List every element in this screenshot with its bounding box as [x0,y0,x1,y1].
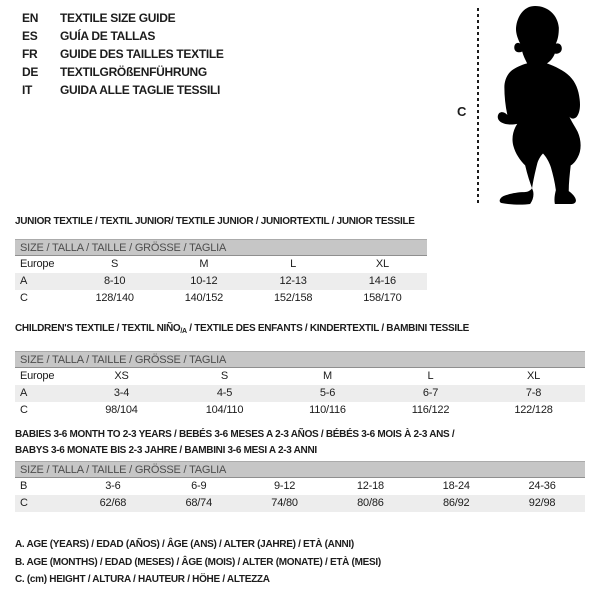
size-column-header: M [199,258,209,270]
size-table [15,461,585,512]
table-cell: 62/68 [99,497,127,509]
language-guide-title: TEXTILE SIZE GUIDE [60,11,176,25]
table-cell: 6-7 [422,387,439,399]
size-header-bar: SIZE / TALLA / TAILLE / GRÖSSE / TAGLIA [15,239,427,256]
language-title-list [22,9,224,99]
table-cell: 68/74 [185,497,212,509]
table-cell: 80/86 [357,497,384,509]
size-column-header: S [220,370,229,382]
size-column-header: L [427,370,434,382]
row-label: C [20,292,28,304]
language-code: FR [22,47,38,61]
size-tables [15,214,585,512]
table-cell: 4-5 [216,387,233,399]
size-guide-section [15,321,585,419]
footnote-line: C. (cm) HEIGHT / ALTURA / HAUTEUR / HÖHE / ALTEZZA [15,574,270,585]
size-column-header: L [290,258,297,270]
table-cell: 9-12 [273,480,296,492]
row-label: A [20,387,28,399]
table-cell: 128/140 [95,292,134,304]
section-title-line [15,321,585,340]
table-cell: 158/170 [363,292,402,304]
table-cell: 116/122 [411,404,450,416]
section-title [15,321,585,340]
table-cell: 12-13 [279,275,307,287]
table-cell: 122/128 [514,404,553,416]
table-cell: 86/92 [442,497,470,509]
language-row [22,45,224,63]
language-row [22,81,224,99]
table-row [15,385,585,402]
table-cell: 92/98 [528,497,556,509]
table-row [15,273,427,290]
title-text: JUNIOR TEXTILE / TEXTIL JUNIOR/ TEXTILE JUNIOR / JUNIORTEXTIL / JUNIOR TESSILE [15,216,415,227]
table-cell: 98/104 [105,404,138,416]
language-row [22,9,224,27]
language-code: DE [22,65,39,79]
size-header-bar: SIZE / TALLA / TAILLE / GRÖSSE / TAGLIA [15,351,585,368]
language-row [22,63,224,81]
language-code: EN [22,11,39,25]
title-text: / TEXTILE DES ENFANTS / KINDERTEXTIL / BAMBINI TESSILE [186,323,470,334]
footnotes [15,536,381,589]
row-label: C [20,497,28,509]
region-label: Europe [20,370,55,382]
row-label: A [20,275,28,287]
title-text: CHILDREN'S TEXTILE / TEXTIL NIÑO [15,323,181,334]
table-cell: 14-16 [368,275,396,287]
language-guide-title: TEXTILGRÖßENFÜHRUNG [60,65,207,79]
language-code: ES [22,29,38,43]
table-row [15,478,585,495]
table-header-row [15,368,585,385]
table-cell: 6-9 [191,480,207,492]
title-text: BABYS 3-6 MONATE BIS 2-3 JAHRE / BAMBINI 3-6 MESI A 2-3 ANNI [15,445,317,456]
language-code: IT [22,83,33,97]
row-label: C [20,404,28,416]
region-label: Europe [20,258,55,270]
row-label: B [20,480,28,492]
table-cell: 8-10 [104,275,126,287]
language-row [22,27,224,45]
language-guide-title: GUIDE DES TAILLES TEXTILE [60,47,224,61]
baby-figure [452,0,600,212]
table-cell: 104/110 [205,404,244,416]
table-cell: 12-18 [356,480,384,492]
size-column-header: XS [114,370,129,382]
title-text: BABIES 3-6 MONTH TO 2-3 YEARS / BEBÉS 3-6 MESES A 2-3 AÑOS / BÉBÉS 3-6 MOIS À 2-3 ANS / [15,429,455,440]
section-title-line [15,214,585,230]
table-row [15,495,585,512]
table-header-row [15,256,427,273]
table-cell: 24-36 [528,480,556,492]
table-row [15,290,427,307]
table-cell: 3-6 [105,480,121,492]
size-header-bar: SIZE / TALLA / TAILLE / GRÖSSE / TAGLIA [15,461,585,478]
size-column-header: XL [526,370,541,382]
language-guide-title: GUÍA DE TALLAS [60,29,156,43]
table-row [15,402,585,419]
table-cell: 74/80 [271,497,298,509]
height-measure-dashed-line [477,8,479,206]
size-table [15,239,427,307]
table-cell: 110/116 [309,404,346,416]
section-title [15,214,585,230]
size-guide-section [15,427,585,512]
subscript-text: /A [180,328,187,335]
size-table [15,351,585,419]
table-cell: 10-12 [190,275,218,287]
section-title [15,427,585,459]
section-title-line [15,427,585,443]
size-column-header: XL [375,258,389,270]
table-cell: 152/158 [273,292,313,304]
size-column-header: M [323,370,332,382]
size-column-header: S [111,258,119,270]
footnote-line: A. AGE (YEARS) / EDAD (AÑOS) / ÂGE (ANS) / ALTER (JAHRE) / ETÀ (ANNI) [15,539,354,550]
table-cell: 18-24 [442,480,470,492]
table-cell: 140/152 [184,292,224,304]
footnote-line: B. AGE (MONTHS) / EDAD (MESES) / ÂGE (MOIS) / ALTER (MONATE) / ETÀ (MESI) [15,556,381,568]
table-cell: 7-8 [525,387,542,399]
height-measure-label: C [457,104,467,119]
size-guide-section [15,214,585,307]
table-cell: 3-4 [113,387,130,399]
language-guide-title: GUIDA ALLE TAGLIE TESSILI [60,83,221,97]
section-title-line [15,443,585,459]
table-cell: 5-6 [319,387,336,399]
baby-silhouette-icon [487,4,597,207]
